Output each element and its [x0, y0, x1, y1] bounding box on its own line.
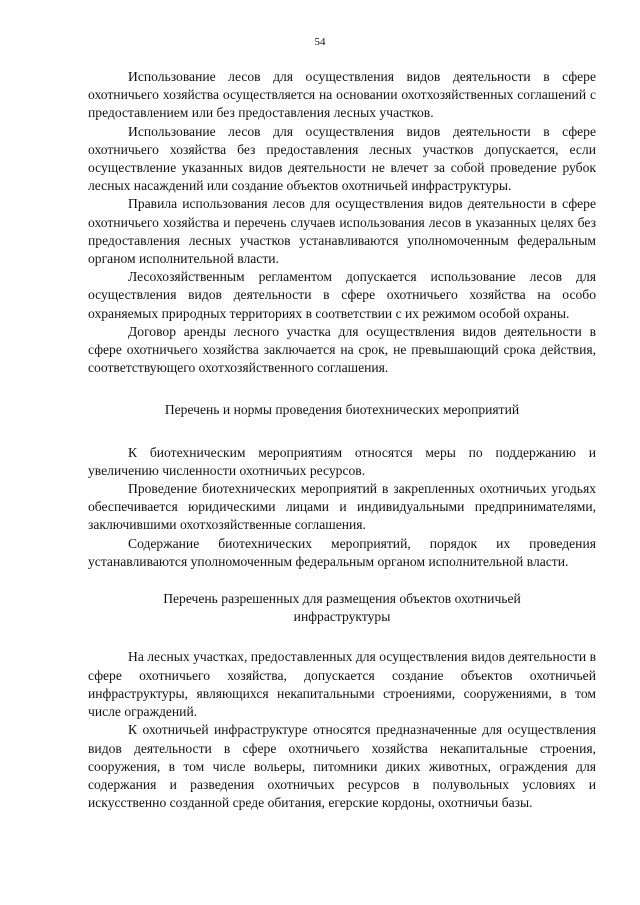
paragraph: Проведение биотехнических мероприятий в закрепленных охотничьих угодьях обеспечивается юридическими лицами и индивидуальными предпринимателями, заключившими охотхозяйственные соглашения. — [88, 481, 596, 533]
section-heading-biotechnical: Перечень и нормы проведения биотехнических мероприятий — [164, 402, 520, 418]
paragraph: Использование лесов для осуществления видов деятельности в сфере охотничьего хозяйства без предоставления лесных участков допускается, если осуществление указанных видов деятельности не влечет за собой проведение рубок лесных насаждений или создание объектов охотничьей инфраструктуры. — [88, 123, 596, 194]
paragraph: Договор аренды лесного участка для осуществления видов деятельности в сфере охотничьего хозяйства заключается на срок, не превышающий срока действия, соответствующего охотхозяйственного соглашения. — [88, 323, 596, 376]
paragraph: Использование лесов для осуществления видов деятельности в сфере охотничьего хозяйства осуществляется на основании охотхозяйственных соглашений с предоставлением или без предоставления лесных участков. — [88, 69, 596, 121]
paragraph: К охотничьей инфраструктуре относятся предназначенные для осуществления видов деятельности в сфере охотничьего хозяйства некапитальные строения, сооружения, в том числе вольеры, питомники диких животных, ограждения для содержания и разведения охотничьих ресурсов в полувольных условиях и искусственно созданной среде обитания, егерские кордоны, охотничьи базы. — [88, 722, 596, 811]
page-number: 54 — [314, 36, 326, 48]
paragraph: Лесохозяйственным регламентом допускается использование лесов для осуществления видов деятельности в сфере охотничьего хозяйства на особо охраняемых природных территориях в соответствии с их режимом особой охраны. — [88, 269, 596, 321]
paragraph: К биотехническим мероприятиям относятся меры по поддержанию и увеличению численности охотничьих ресурсов. — [88, 444, 596, 478]
paragraph: Содержание биотехнических мероприятий, порядок их проведения устанавливаются уполномоченным федеральным органом исполнительной власти. — [88, 535, 596, 569]
paragraph: На лесных участках, предоставленных для осуществления видов деятельности в сфере охотничьего хозяйства, допускается создание объектов охотничьей инфраструктуры, являющихся некапитальными строениями, сооружениями, в том числе ограждений. — [88, 649, 596, 720]
section-forest-use — [88, 68, 596, 377]
section-biotechnical — [88, 444, 596, 571]
section-infrastructure — [88, 648, 596, 812]
paragraph: Правила использования лесов для осуществления видов деятельности в сфере охотничьего хозяйства и перечень случаев использования лесов в указанных целях без предоставления лесных участков устанавливаются уполномоченным федеральным органом исполнительной власти. — [88, 196, 596, 267]
page-content — [88, 68, 596, 812]
section-heading-infrastructure: Перечень разрешенных для размещения объектов охотничьей инфраструктуры — [163, 591, 521, 625]
